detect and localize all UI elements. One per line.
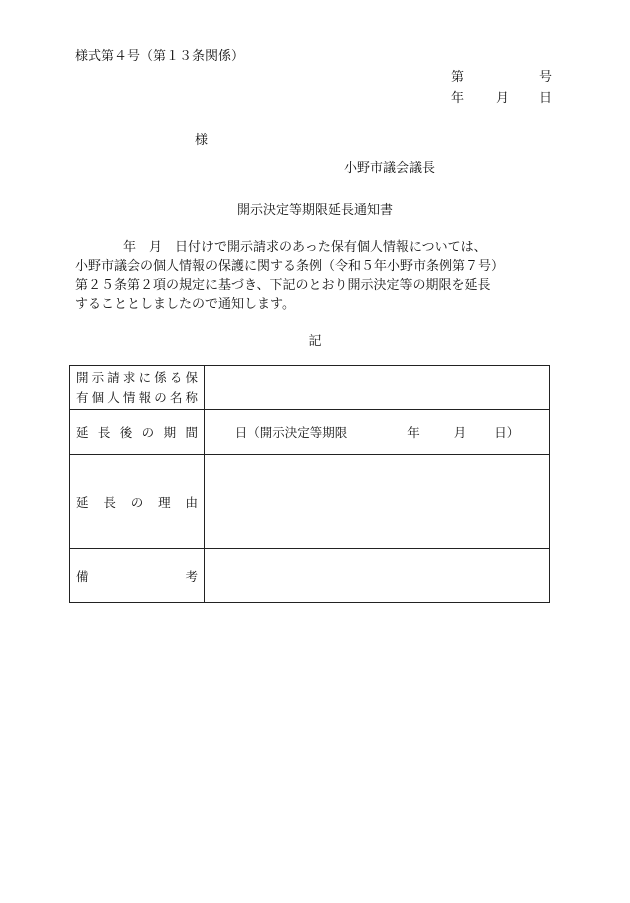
table-row	[70, 549, 550, 603]
addressee: 様	[195, 133, 209, 148]
extension-reason-value	[205, 455, 550, 549]
date-month: 月	[496, 91, 510, 106]
period-year: 年	[407, 425, 420, 440]
extended-period-value	[205, 410, 550, 455]
extension-reason-label	[70, 455, 205, 549]
body-line-3: 第２５条第２項の規定に基づき、下記のとおり開示決定等の期限を延長	[75, 278, 491, 293]
label-char: の	[130, 494, 144, 510]
label-char: の	[141, 425, 155, 440]
label-char: 間	[185, 425, 198, 440]
table-row	[70, 366, 550, 410]
table-row	[70, 410, 550, 455]
sender-name: 小野市議会議長	[344, 161, 436, 176]
label-char: 長	[103, 494, 116, 510]
label-char: 長	[97, 425, 111, 440]
label-char: 理	[158, 494, 171, 510]
form-number: 様式第４号（第１３条関係）	[75, 49, 245, 64]
date-day: 日	[539, 91, 553, 106]
period-day: 日（開示決定等期限	[234, 425, 348, 440]
body-text	[75, 238, 557, 314]
remarks-label	[70, 549, 205, 603]
document-title: 開示決定等期限延長通知書	[236, 203, 393, 218]
body-line-1: 年 月 日付けで開示請求のあった保有個人情報については、	[123, 240, 487, 255]
label-char: 考	[185, 568, 198, 584]
doc-no-prefix: 第	[451, 70, 465, 85]
doc-no-suffix: 号	[539, 70, 553, 85]
ki-heading: 記	[308, 334, 322, 349]
info-name-label-line-2: 有個人情報の名称	[76, 389, 198, 405]
body-line-4: することとしましたので通知します。	[75, 297, 295, 312]
extended-period-label	[70, 410, 205, 455]
info-name-label-line-1: 開示請求に係る保	[76, 369, 198, 385]
label-char: 備	[76, 568, 89, 584]
label-char: 延	[76, 425, 89, 440]
remarks-value	[205, 549, 550, 603]
info-name-label	[70, 366, 205, 410]
details-table	[69, 365, 550, 603]
label-char: 延	[76, 494, 89, 510]
label-char: 後	[119, 425, 133, 440]
period-day-close: 日）	[494, 425, 520, 440]
table-row	[70, 455, 550, 549]
label-char: 期	[163, 425, 177, 440]
period-month: 月	[453, 425, 467, 440]
date-year: 年	[451, 91, 465, 106]
info-name-value	[205, 366, 550, 410]
label-char: 由	[185, 494, 198, 510]
body-line-2: 小野市議会の個人情報の保護に関する条例（令和５年小野市条例第７号）	[75, 259, 505, 274]
